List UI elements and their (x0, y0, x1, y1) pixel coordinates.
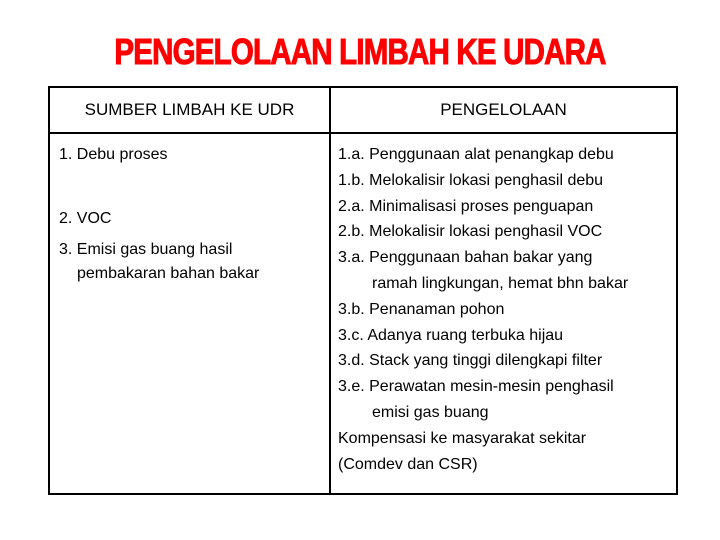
source-item-emission-cont: pembakaran bahan bakar (77, 265, 260, 282)
management-item: Kompensasi ke masyarakat sekitar (338, 429, 587, 447)
management-item: 2.a. Minimalisasi proses penguapan (338, 197, 594, 215)
source-item-dust: 1. Debu proses (59, 146, 168, 163)
management-item: 3.d. Stack yang tinggi dilengkapi filter (338, 352, 603, 370)
column-divider (329, 88, 331, 493)
management-item: (Comdev dan CSR) (338, 455, 478, 473)
source-item-voc: 2. VOC (59, 210, 112, 227)
header-management: PENGELOLAAN (440, 100, 567, 119)
source-item-emission: 3. Emisi gas buang hasil (59, 241, 233, 258)
management-list (338, 142, 628, 477)
management-item: 1.b. Melokalisir lokasi penghasil debu (338, 171, 604, 189)
management-item: 1.a. Penggunaan alat penangkap debu (338, 146, 614, 163)
management-item: 3.c. Adanya ruang terbuka hijau (338, 326, 564, 344)
management-item: ramah lingkungan, hemat bhn bakar (372, 274, 629, 292)
page-title: PENGELOLAAN LIMBAH KE UDARA (114, 31, 606, 72)
header-source: SUMBER LIMBAH KE UDR (84, 100, 295, 119)
management-item: 3.a. Penggunaan bahan bakar yang (338, 249, 593, 267)
header-divider (50, 132, 676, 134)
management-item: emisi gas buang (372, 403, 489, 421)
management-item: 3.b. Penanaman pohon (338, 300, 505, 318)
management-item: 3.e. Perawatan mesin-mesin penghasil (338, 378, 614, 396)
management-item: 2.b. Melokalisir lokasi penghasil VOC (338, 223, 603, 241)
management-table (48, 86, 678, 495)
